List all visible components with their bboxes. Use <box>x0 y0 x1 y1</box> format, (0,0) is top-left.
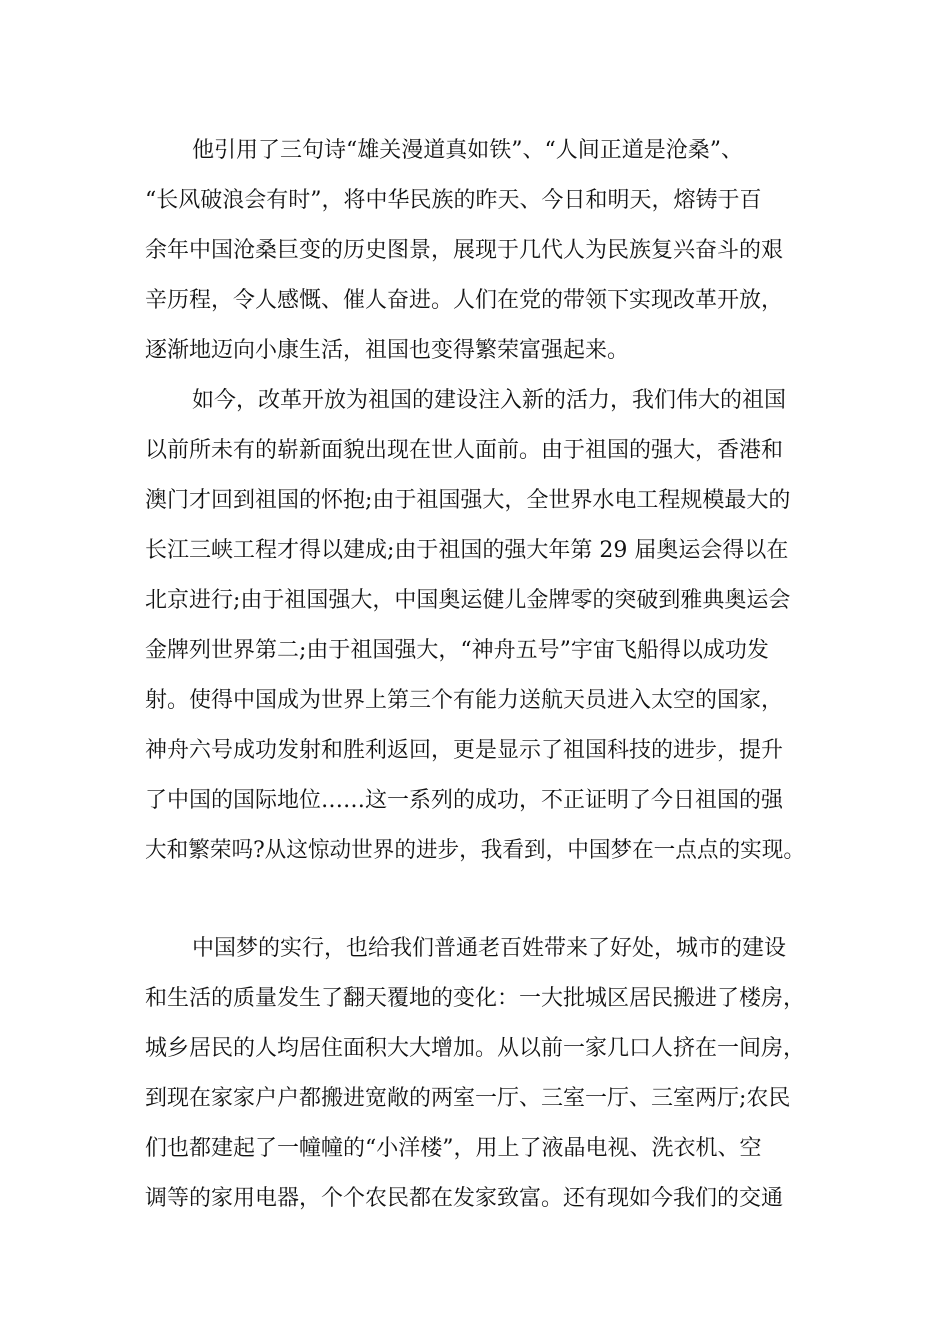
text-line: 射。使得中国成为世界上第三个有能力送航天员进入太空的国家， <box>145 688 784 713</box>
text-line: 到现在家家户户都搬进宽敞的两室一厅、三室一厅、三室两厅;农民 <box>145 1086 791 1111</box>
paragraph-2-line-10 <box>0 836 950 866</box>
text-line: 了中国的国际地位……这一系列的成功，不正证明了今日祖国的强 <box>145 788 784 813</box>
text-line: 金牌列世界第二;由于祖国强大，“神舟五号”宇宙飞船得以成功发 <box>145 638 769 663</box>
paragraph-3-line-3 <box>0 1034 950 1064</box>
paragraph-2-line-3 <box>0 486 950 516</box>
text-line: 大和繁荣吗?从这惊动世界的进步，我看到，中国梦在一点点的实现。 <box>145 838 805 863</box>
paragraph-3-line-1 <box>0 934 950 964</box>
text-line: 如今，改革开放为祖国的建设注入新的活力，我们伟大的祖国 <box>192 388 787 413</box>
text-line: 余年中国沧桑巨变的历史图景，展现于几代人为民族复兴奋斗的艰 <box>145 238 784 263</box>
text-line: 城乡居民的人均居住面积大大增加。从以前一家几口人挤在一间房， <box>145 1036 806 1061</box>
paragraph-2-line-8 <box>0 736 950 766</box>
text-line: 他引用了三句诗“雄关漫道真如铁”、“人间正道是沧桑”、 <box>192 138 743 163</box>
paragraph-2-line-9 <box>0 786 950 816</box>
paragraph-2-line-2 <box>0 436 950 466</box>
paragraph-2-line-7 <box>0 686 950 716</box>
text-line: 神舟六号成功发射和胜利返回，更是显示了祖国科技的进步，提升 <box>145 738 784 763</box>
text-line: 辛历程，令人感慨、催人奋进。人们在党的带领下实现改革开放， <box>145 288 784 313</box>
text-line: 澳门才回到祖国的怀抱;由于祖国强大，全世界水电工程规模最大的 <box>145 488 791 513</box>
text-line: 长江三峡工程才得以建成;由于祖国的强大年第 29 届奥运会得以在 <box>145 538 789 563</box>
paragraph-2-line-1 <box>0 386 950 416</box>
text-line: 北京进行;由于祖国强大，中国奥运健儿金牌零的突破到雅典奥运会 <box>145 588 791 613</box>
text-line: 以前所未有的崭新面貌出现在世人面前。由于祖国的强大，香港和 <box>145 438 784 463</box>
paragraph-3-line-6 <box>0 1184 950 1214</box>
paragraph-2-line-4 <box>0 536 950 566</box>
paragraph-2-line-6 <box>0 636 950 666</box>
text-line: 调等的家用电器，个个农民都在发家致富。还有现如今我们的交通 <box>145 1186 784 1211</box>
paragraph-3-line-5 <box>0 1134 950 1164</box>
paragraph-1-line-5 <box>0 336 950 366</box>
paragraph-1-line-4 <box>0 286 950 316</box>
text-line: 和生活的质量发生了翻天覆地的变化：一大批城区居民搬进了楼房， <box>145 986 806 1011</box>
text-line: 们也都建起了一幢幢的“小洋楼”，用上了液晶电视、洗衣机、空 <box>145 1136 762 1161</box>
paragraph-1-line-2 <box>0 186 950 216</box>
text-line: 逐渐地迈向小康生活，祖国也变得繁荣富强起来。 <box>145 338 630 363</box>
paragraph-2-line-5 <box>0 586 950 616</box>
paragraph-1-line-3 <box>0 236 950 266</box>
text-line: “长风破浪会有时”，将中华民族的昨天、今日和明天，熔铸于百 <box>145 188 762 213</box>
paragraph-1-line-1 <box>0 136 950 166</box>
text-line: 中国梦的实行，也给我们普通老百姓带来了好处，城市的建设 <box>192 936 787 961</box>
paragraph-3-line-4 <box>0 1084 950 1114</box>
paragraph-3-line-2 <box>0 984 950 1014</box>
